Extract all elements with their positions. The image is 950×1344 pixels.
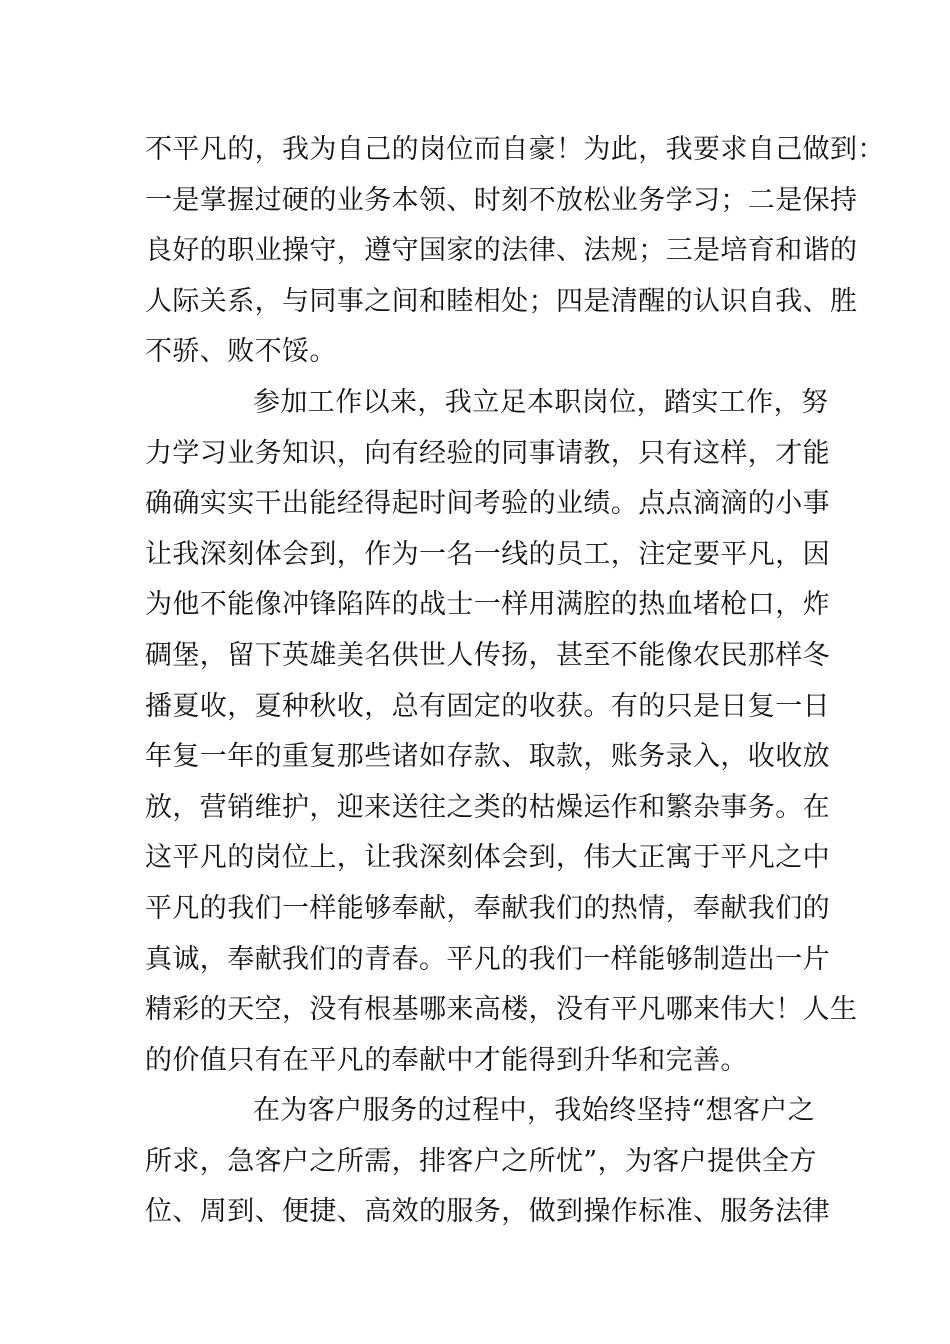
text-line: 位、周到、便捷、高效的服务，做到操作标准、服务法律 xyxy=(145,1196,830,1228)
text-line: 平凡的我们一样能够奉献，奉献我们的热情，奉献我们的 xyxy=(145,892,830,924)
text-line: 播夏收，夏种秋收，总有固定的收获。有的只是日复一日 xyxy=(145,690,830,722)
text-line: 让我深刻体会到，作为一名一线的员工，注定要平凡，因 xyxy=(145,538,830,570)
text-line: 碉堡，留下英雄美名供世人传扬，甚至不能像农民那样冬 xyxy=(145,639,830,671)
text-line: 力学习业务知识，向有经验的同事请教，只有这样，才能 xyxy=(145,437,830,469)
text-line: 良好的职业操守，遵守国家的法律、法规；三是培育和谐的 xyxy=(145,235,858,267)
text-line: 真诚，奉献我们的青春。平凡的我们一样能够制造出一片 xyxy=(145,943,830,975)
text-line: 所求，急客户之所需，排客户之所忧”，为客户提供全方 xyxy=(145,1145,817,1177)
text-line: 为他不能像冲锋陷阵的战士一样用满腔的热血堵枪口，炸 xyxy=(145,589,830,621)
text-line: 一是掌握过硬的业务本领、时刻不放松业务学习；二是保持 xyxy=(145,184,858,216)
text-line: 人际关系，与同事之间和睦相处；四是清醒的认识自我、胜 xyxy=(145,285,858,317)
paragraph-first-line: 在为客户服务的过程中，我始终坚持“想客户之 xyxy=(253,1095,816,1127)
text-line: 不平凡的，我为自己的岗位而自豪！为此，我要求自己做到： xyxy=(145,134,885,165)
text-line: 精彩的天空，没有根基哪来高楼，没有平凡哪来伟大！人生 xyxy=(145,994,858,1026)
text-line: 的价值只有在平凡的奉献中才能得到升华和完善。 xyxy=(145,1044,748,1076)
text-line: 确确实实干出能经得起时间考验的业绩。点点滴滴的小事 xyxy=(145,488,830,520)
text-line: 放，营销维护，迎来送往之类的枯燥运作和繁杂事务。在 xyxy=(145,791,830,823)
document-body xyxy=(145,125,885,1238)
text-line: 这平凡的岗位上，让我深刻体会到，伟大正寓于平凡之中 xyxy=(145,842,830,874)
text-line: 不骄、败不馁。 xyxy=(145,336,337,368)
text-line: 年复一年的重复那些诸如存款、取款，账务录入，收收放 xyxy=(145,741,830,773)
paragraph-first-line: 参加工作以来，我立足本职岗位，踏实工作，努 xyxy=(253,386,829,418)
